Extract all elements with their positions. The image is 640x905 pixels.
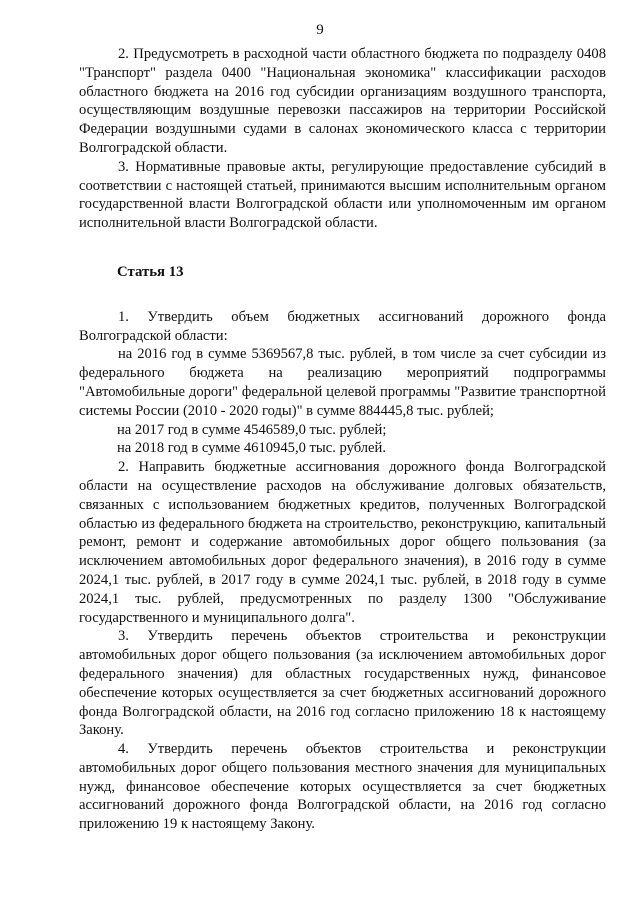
article13-paragraph-1-year-2017: на 2017 год в сумме 4546589,0 тыс. рублей; — [117, 421, 387, 438]
article13-heading: Статья 13 — [117, 263, 184, 280]
article13-paragraph-1-year-2016: на 2016 год в сумме 5369567,8 тыс. рублей, в том числе за счет субсидии из федерального бюджета на реализацию мероприятий подпрограммы "Автомобильные дороги" федеральной целевой программы "Развитие транспортной системы России (2010 - 2020 годы)" в сумме 884445,8 тыс. рублей; — [79, 346, 606, 419]
article13-paragraph-1-year-2018: на 2018 год в сумме 4610945,0 тыс. рублей. — [117, 440, 386, 457]
article12-paragraph-3: 3. Нормативные правовые акты, регулирующие предоставление субсидий в соответствии с настоящей статьей, принимаются высшим исполнительным органом государственной власти Волгоградской области или уполномоченным им органом исполнительной власти Волгоградской области. — [79, 158, 606, 232]
document-body — [79, 45, 606, 834]
article13-paragraph-2: 2. Направить бюджетные ассигнования дорожного фонда Волгоградской области на осуществление расходов на обслуживание долговых обязательств, связанных с использованием бюджетных кредитов, полученных Волгоградской областью из федерального бюджета на строительство, реконструкцию, капитальный ремонт, ремонт и содержание автомобильных дорог общего пользования (за исключением автомобильных дорог федерального значения), в 2016 году в сумме 2024,1 тыс. рублей, в 2017 году в сумме 2024,1 тыс. рублей, в 2018 году в сумме 2024,1 тыс. рублей, предусмотренных по разделу 1300 "Обслуживание государственного и муниципального долга". — [79, 459, 606, 626]
article13-paragraph-4: 4. Утвердить перечень объектов строительства и реконструкции автомобильных дорог общего пользования местного значения для муниципальных нужд, финансовое обеспечение которых осуществляется за счет бюджетных ассигнований дорожного фонда Волгоградской области, на 2016 год согласно приложению 19 к настоящему Закону. — [79, 741, 606, 833]
article13-paragraph-1: 1. Утвердить объем бюджетных ассигнований дорожного фонда Волгоградской области: — [79, 308, 606, 344]
article13-paragraph-3: 3. Утвердить перечень объектов строительства и реконструкции автомобильных дорог общего пользования (за исключением автомобильных дорог федерального значения) для областных государственных нужд, финансовое обеспечение которых осуществляется за счет бюджетных ассигнований дорожного фонда Волгоградской области, на 2016 год согласно приложению 18 к настоящему Закону. — [79, 628, 606, 739]
page-number: 9 — [316, 22, 324, 38]
article12-paragraph-2: 2. Предусмотреть в расходной части областного бюджета по подразделу 0408 "Транспорт" раздела 0400 "Национальная экономика" классификации расходов областного бюджета на 2016 год субсидии организациям воздушного транспорта, осуществляющим воздушные перевозки пассажиров на территории Российской Федерации воздушными судами в салонах экономического класса с территории Волгоградской области. — [79, 46, 606, 156]
